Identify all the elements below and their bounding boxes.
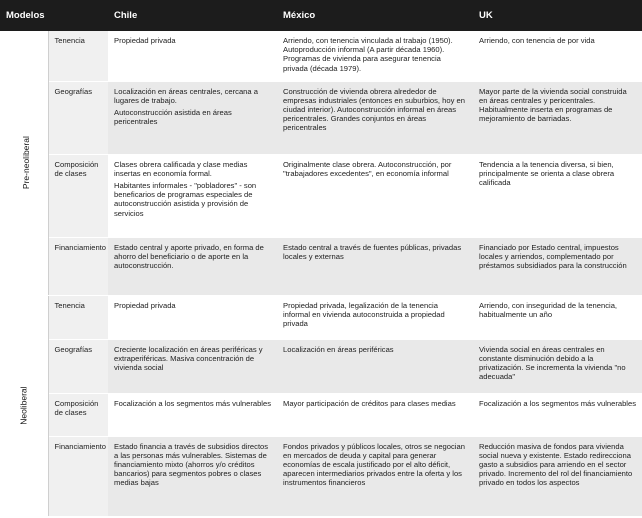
- cell-mexico: Propiedad privada, legalización de la tenencia informal en vivienda autoconstruida a propiedad privada: [277, 295, 473, 339]
- cell-chile: Clases obrera calificada y clase medias insertas en economía formal. Habitantes informales - "pobladores" - son beneficarios de programas especiales de autoconstrucción asistida y provisión de servicios: [108, 154, 277, 237]
- cell-uk: Arriendo, con inseguridad de la tenencia, habitualmente un año: [473, 295, 642, 339]
- cell-chile: Focalización a los segmentos más vulnerables: [108, 393, 277, 436]
- row-label: Tenencia: [48, 31, 108, 81]
- cell-mexico: Mayor participación de créditos para clases medias: [277, 393, 473, 436]
- table-row: [0, 339, 642, 393]
- cell-uk: Arriendo, con tenencia de por vida: [473, 31, 642, 81]
- table-row: [0, 393, 642, 436]
- cell-uk: Mayor parte de la vivienda social construida en áreas centrales y pericentrales. Habitualmente inserta en programas de mejoramiento de barriadas.: [473, 81, 642, 154]
- cell-chile: Localización en áreas centrales, cercana a lugares de trabajo. Autoconstrucción asistida en áreas pericentrales: [108, 81, 277, 154]
- row-label: Tenencia: [48, 295, 108, 339]
- cell-mexico: Estado central a través de fuentes públicas, privadas locales y externas: [277, 237, 473, 295]
- cell-chile: Propiedad privada: [108, 295, 277, 339]
- cell-chile: Propiedad privada: [108, 31, 277, 81]
- section-label-pre-neoliberal: Pre-neoliberal: [0, 31, 48, 295]
- table-row: [0, 154, 642, 237]
- row-label: Geografías: [48, 339, 108, 393]
- header-mexico: México: [277, 0, 473, 31]
- row-label: Geografías: [48, 81, 108, 154]
- cell-mexico: Localización en áreas periféricas: [277, 339, 473, 393]
- cell-mexico: Arriendo, con tenencia vinculada al trabajo (1950). Autoproducción informal (A partir década 1960). Programas de vivienda para asegurar tenencia privada (década 1979).: [277, 31, 473, 81]
- cell-chile: Creciente localización en áreas periféricas y extraperiféricas. Masiva concentración de vivienda social: [108, 339, 277, 393]
- cell-mexico: Originalmente clase obrera. Autoconstrucción, por "trabajadores excedentes", en economía informal: [277, 154, 473, 237]
- cell-uk: Vivienda social en áreas centrales en constante disminución debido a la privatización. Se incrementa la vivienda "no adecuada": [473, 339, 642, 393]
- cell-mexico: Fondos privados y públicos locales, otros se negocian en mercados de deuda y capital para generar economías de escala justificado por el alto déficit, aparecen intermediarios privados entre la oferta y los instrumentos financieros: [277, 436, 473, 516]
- row-label: Composición de clases: [48, 393, 108, 436]
- cell-uk: Financiado por Estado central, impuestos locales y arriendos, complementado por préstamos subsidiados para la construcción: [473, 237, 642, 295]
- row-label: Composición de clases: [48, 154, 108, 237]
- section-label-neoliberal: Neoliberal: [0, 295, 48, 516]
- table-row: [0, 31, 642, 81]
- cell-mexico: Construcción de vivienda obrera alrededor de empresas industriales (entonces en suburbios, hoy en ciudad interior). Autoconstrucción informal en áreas pericentrales. Grandes conjuntos en áreas pericentrales: [277, 81, 473, 154]
- row-label: Financiamiento: [48, 237, 108, 295]
- cell-uk: Reducción masiva de fondos para vivienda social nueva y existente. Estado redirecciona gasto a subsidios para arriendo en el sector privado. Incremento del rol del financiamiento privado en todos los aspectos: [473, 436, 642, 516]
- cell-chile: Estado central y aporte privado, en forma de ahorro del beneficiario o de aporte en la autoconstrucción.: [108, 237, 277, 295]
- row-label: Financiamiento: [48, 436, 108, 516]
- table-row: [0, 295, 642, 339]
- cell-uk: Focalización a los segmentos más vulnerables: [473, 393, 642, 436]
- table-row: [0, 237, 642, 295]
- header-chile: Chile: [108, 0, 277, 31]
- table-row: [0, 81, 642, 154]
- header-modelos: Modelos: [0, 0, 48, 31]
- cell-uk: Tendencia a la tenencia diversa, si bien, principalmente se orienta a clase obrera calificada: [473, 154, 642, 237]
- header-row: [0, 0, 642, 31]
- header-uk: UK: [473, 0, 642, 31]
- table-row: [0, 436, 642, 516]
- cell-chile: Estado financia a través de subsidios directos a las personas más vulnerables. Sistemas de financiamiento mixto (ahorros y/o créditos bancarios) para segmentos pobres o clases medias bajas: [108, 436, 277, 516]
- header-blank: [48, 0, 108, 31]
